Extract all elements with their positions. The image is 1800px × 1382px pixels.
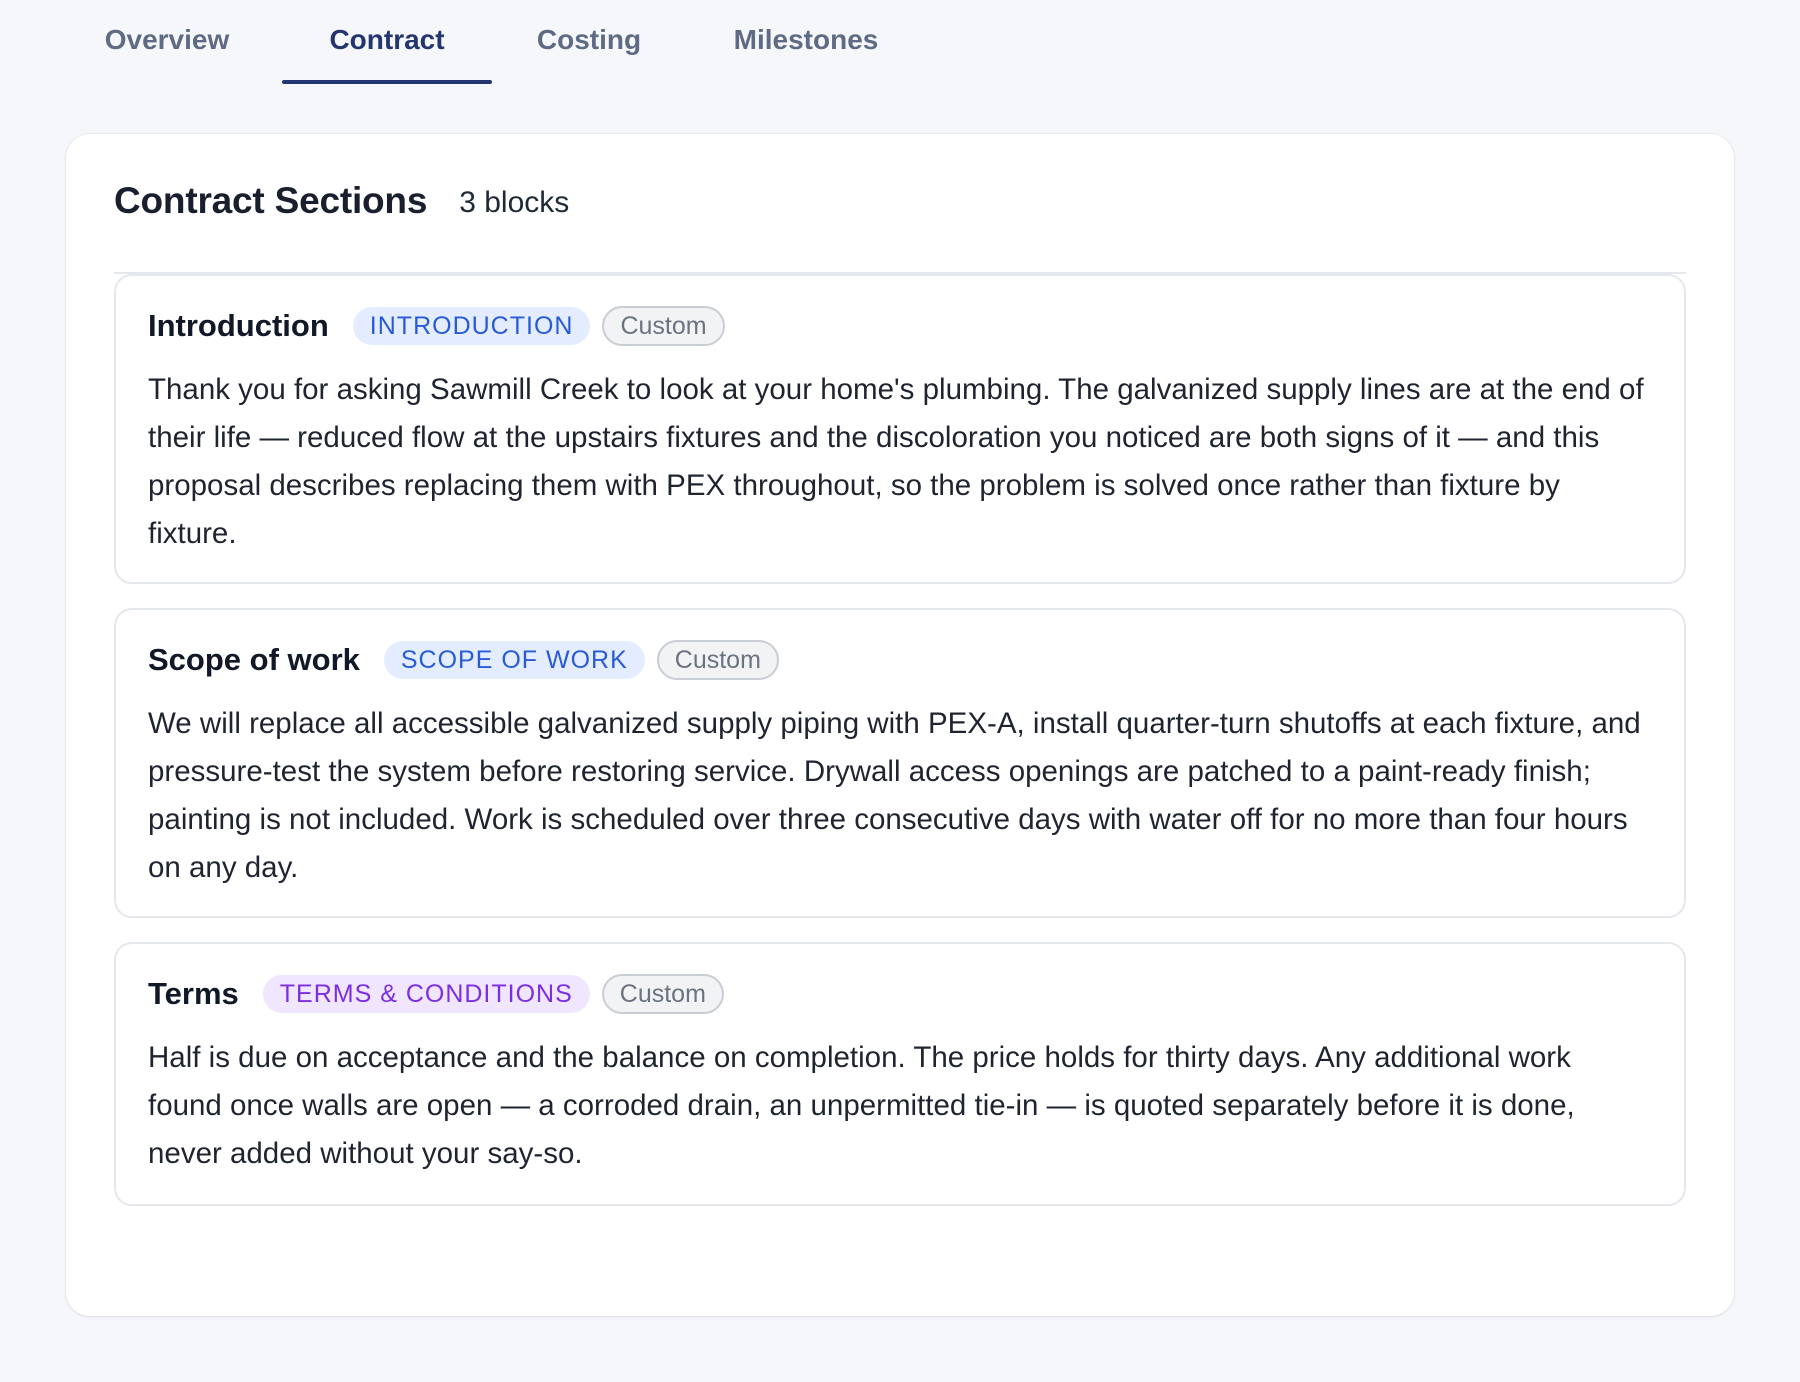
custom-badge: Custom [602, 306, 724, 346]
card-title: Contract Sections [114, 180, 428, 221]
section-type-tag: TERMS & CONDITIONS [263, 975, 590, 1013]
card-header [114, 180, 1686, 274]
section-body: We will replace all accessible galvanized supply piping with PEX-A, install quarter-turn shutoffs at each fixture, and pressure-test the system before restoring service. Drywall access openings are patched to a paint-ready finish; painting is not included. Work is scheduled over three consecutive days with water off for no more than four hours on any day. [148, 707, 1641, 884]
section-name: Terms [148, 976, 239, 1011]
section-type-tag: SCOPE OF WORK [384, 641, 645, 679]
custom-badge: Custom [657, 640, 779, 680]
section-name: Scope of work [148, 642, 360, 677]
section-header [148, 306, 1652, 346]
custom-badge: Custom [602, 974, 724, 1014]
block-count: 3 blocks [459, 186, 570, 219]
tab-milestones[interactable]: Milestones [733, 24, 879, 55]
tab-contract[interactable]: Contract [282, 0, 492, 84]
section-block-terms[interactable] [114, 942, 1686, 1206]
section-type-tag: INTRODUCTION [353, 307, 591, 345]
section-header [148, 640, 1652, 680]
section-header [148, 974, 1652, 1014]
section-body: Thank you for asking Sawmill Creek to look at your home's plumbing. The galvanized supply lines are at the end of their life — reduced flow at the upstairs fixtures and the discoloration you noticed are both signs of it — and this proposal describes replacing them with PEX throughout, so the problem is solved once rather than fixture by fixture. [148, 373, 1644, 550]
section-name: Introduction [148, 308, 329, 343]
section-block-introduction[interactable] [114, 274, 1686, 584]
contract-sections-card [66, 134, 1734, 1316]
section-body: Half is due on acceptance and the balance on completion. The price holds for thirty days. Any additional work found once walls are open — a corroded drain, an unpermitted tie-in — is quoted separately before it is done, never added without your say-so. [148, 1041, 1575, 1170]
tab-overview[interactable]: Overview [104, 24, 230, 55]
tab-bar [0, 0, 1800, 84]
tab-costing[interactable]: Costing [536, 24, 642, 55]
section-block-scope-of-work[interactable] [114, 608, 1686, 918]
